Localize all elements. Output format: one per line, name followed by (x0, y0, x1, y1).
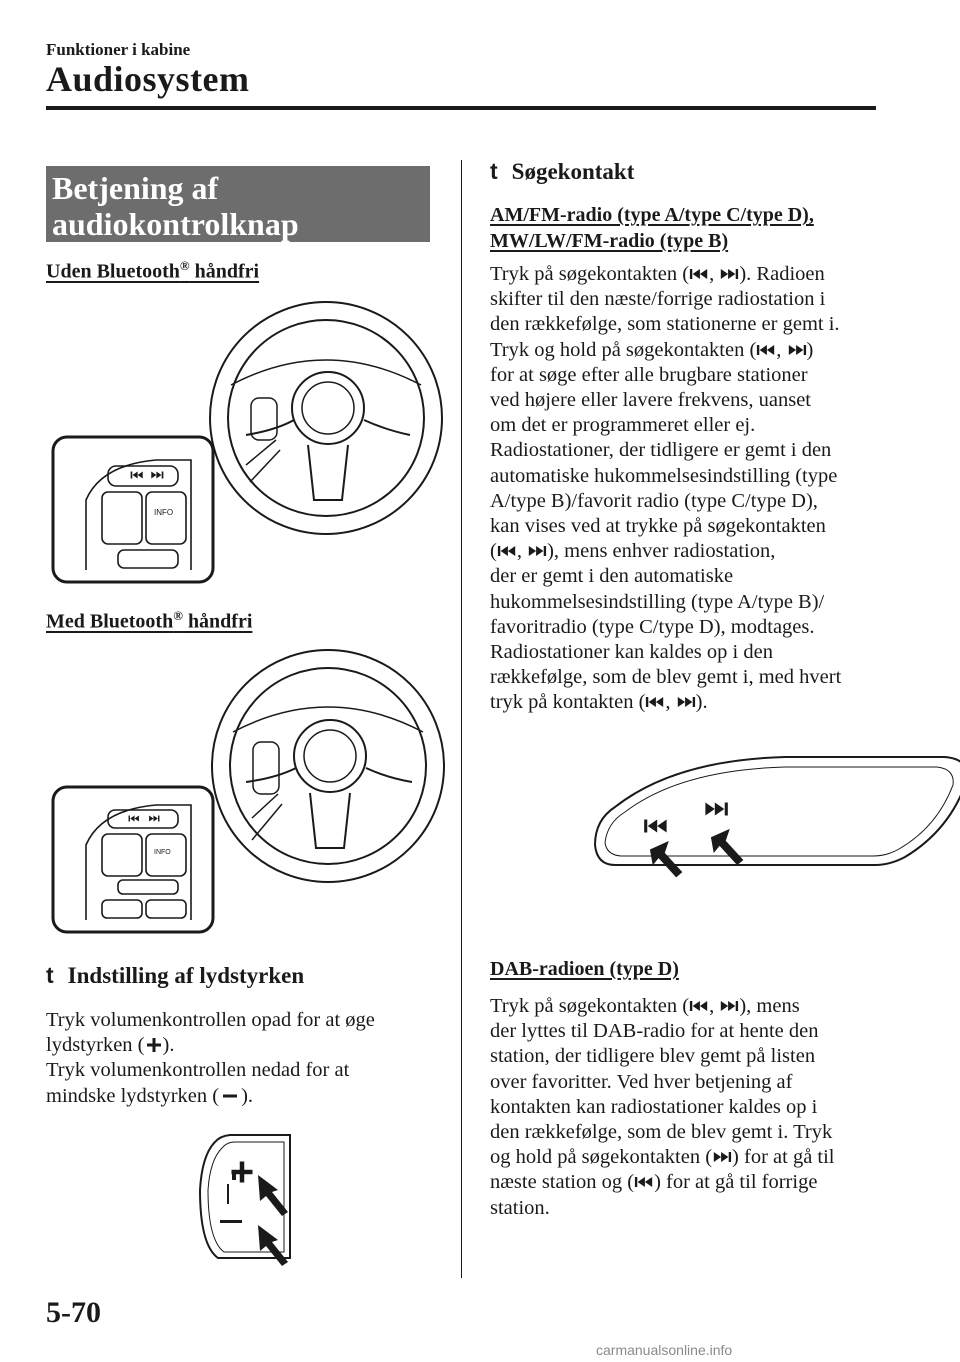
heading-text: Indstilling af lydstyrken (67, 963, 305, 988)
wheel-hub (292, 372, 364, 444)
text-line: lydstyrken ( ). (46, 1034, 175, 1057)
text-line: over favoritter. Ved hver betjening af (490, 1070, 793, 1093)
chapter-label: Funktioner i kabine (46, 40, 191, 59)
text-line: ( , ), mens enhver radiostation, (490, 540, 776, 563)
text-line: Tryk på søgekontakten ( , ). Radioen (490, 263, 825, 285)
prev-track-icon (644, 820, 666, 833)
text-line: A/type B)/favorit radio (type C/type D), (490, 489, 818, 512)
prev-track-icon (756, 344, 776, 356)
subheading-text: håndfri (189, 260, 260, 283)
prev-track-icon (645, 696, 665, 708)
text-line: næste station og ( ) for at gå til forrige (490, 1171, 818, 1194)
heading-bullet: t (46, 962, 54, 988)
column-divider (461, 160, 462, 1278)
volume-control-figure (180, 1130, 310, 1260)
text-line: kan vises ved at trykke på søgekontakten (490, 515, 826, 538)
heading-text: Søgekontakt (511, 159, 635, 184)
minus-icon (219, 1088, 241, 1104)
dab-subheading: DAB-radioen (type D) (490, 958, 679, 980)
prev-track-icon (634, 1176, 654, 1188)
seek-switch-figure (585, 735, 960, 895)
dab-paragraph (490, 994, 835, 1221)
text-line: Radiostationer kan kaldes op i den (490, 641, 773, 664)
seek-paragraph (490, 262, 841, 716)
text-line: tryk på kontakten ( , ). (490, 691, 708, 714)
text-line: Tryk og hold på søgekontakten ( , ) (490, 338, 814, 361)
text-line: der lyttes til DAB-radio for at hente den (490, 1020, 819, 1043)
info-label: INFO (154, 508, 174, 517)
seek-heading (490, 158, 634, 185)
subheading-line: AM/FM-radio (type A/type C/type D), (490, 204, 814, 226)
text-line: ved højere eller lavere frekvens, uanset (490, 389, 812, 412)
steering-wheel-figure-2 (46, 650, 446, 940)
volume-paragraph (46, 1008, 375, 1109)
next-track-icon (712, 1151, 732, 1163)
text-line: den rækkefølge, som de blev gemt i. Tryk (490, 1121, 833, 1144)
text-line: automatiske hukommelsesindstilling (type (490, 464, 838, 487)
press-arrow-next (710, 827, 744, 868)
subheading-with-bluetooth (46, 608, 252, 634)
text-line: den rækkefølge, som stationerne er gemt i. (490, 313, 840, 336)
next-track-icon (676, 696, 696, 708)
info-label: INFO (154, 849, 171, 856)
text-line: Radiostationer, der tidligere er gemt i den (490, 439, 832, 462)
next-track-icon (527, 545, 547, 557)
text-line: Tryk på søgekontakten ( , ), mens (490, 995, 800, 1017)
wheel-rim-inner (228, 320, 424, 516)
section-title-box (46, 166, 430, 242)
text-line: hukommelsesindstilling (type A/type B)/ (490, 590, 825, 613)
text-line: Tryk volumenkontrollen nedad for at (46, 1059, 350, 1082)
prev-track-icon (689, 1000, 709, 1012)
text-line: mindske lydstyrken ( ). (46, 1084, 254, 1107)
text-line: skifter til den næste/forrige radiostation i (490, 288, 826, 311)
text-line: kontakten kan radiostationer kaldes op i (490, 1095, 818, 1118)
subheading-line: MW/LW/FM-radio (type B) (490, 230, 729, 252)
next-track-icon (787, 344, 807, 356)
text-line: station. (490, 1196, 550, 1219)
registered-mark: ® (173, 608, 183, 623)
control-inset-1 (53, 437, 213, 582)
header-rule (46, 106, 876, 110)
subheading-text: håndfri (182, 610, 253, 633)
subheading-text: Uden Bluetooth (46, 260, 180, 283)
page-number: 5-70 (46, 1296, 101, 1329)
section-title-line2: audiokontrolknap (52, 206, 299, 242)
text-line: Tryk volumenkontrollen opad for at øge (46, 1009, 375, 1031)
prev-track-icon (689, 268, 709, 280)
next-track-icon (719, 268, 739, 280)
text-line: der er gemt i den automatiske (490, 565, 734, 588)
heading-bullet: t (490, 158, 498, 184)
section-title-line1: Betjening af (52, 170, 219, 206)
prev-track-icon (497, 545, 517, 557)
next-track-icon (719, 1000, 739, 1012)
volume-heading (46, 962, 304, 989)
text-line: for at søge efter alle brugbare stationer (490, 363, 808, 386)
page-title: Audiosystem (46, 59, 250, 99)
text-line: favoritradio (type C/type D), modtages. (490, 615, 815, 638)
minus-icon (220, 1220, 242, 1223)
text-line: rækkefølge, som de blev gemt i, med hvert (490, 666, 842, 689)
watermark: carmanualsonline.info (596, 1342, 733, 1358)
text-line: og hold på søgekontakten ( ) for at gå til (490, 1146, 835, 1169)
subheading-without-bluetooth (46, 258, 259, 284)
press-arrow-prev (649, 840, 683, 881)
plus-icon (145, 1037, 163, 1053)
steering-wheel-figure-1 (46, 300, 446, 590)
text-line: om det er programmeret eller ej. (490, 414, 756, 437)
next-track-icon (705, 803, 727, 816)
am-fm-subheading (490, 202, 814, 254)
registered-mark: ® (179, 258, 190, 273)
text-line: station, der tidligere blev gemt på listen (490, 1045, 816, 1068)
subheading-text: Med Bluetooth (46, 610, 174, 633)
